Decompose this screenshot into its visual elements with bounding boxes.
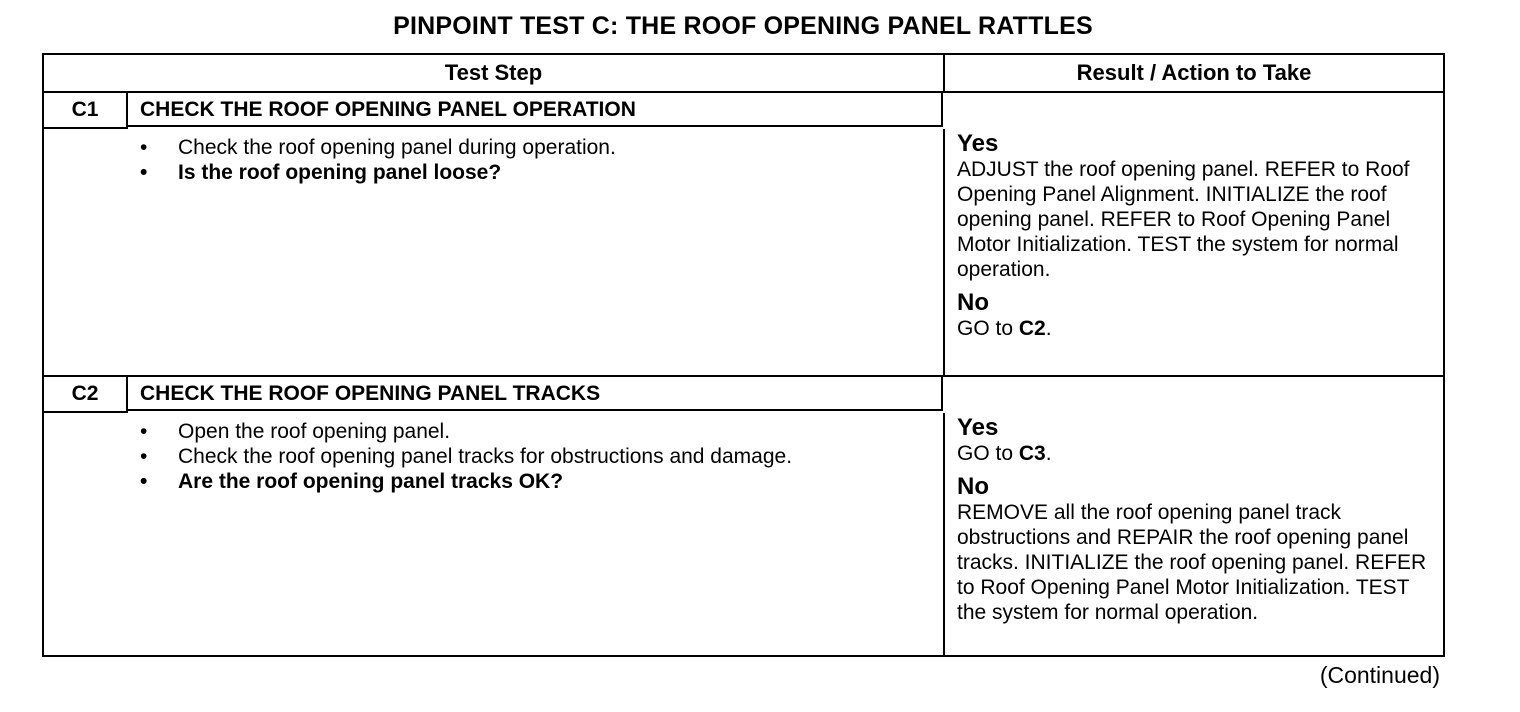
list-item: • Check the roof opening panel tracks for obstructions and damage. [140,445,793,468]
header-result-action: Result / Action to Take [1076,60,1312,85]
step-id: C1 [44,93,128,129]
list-item: • Open the roof opening panel. [140,420,451,443]
step-body [44,129,945,375]
bullet-icon: • [140,161,148,184]
no-action-text: GO to C2. [957,317,1052,340]
list-item: • Check the roof opening panel during operation. [140,136,616,159]
continued-note: (Continued) [1319,662,1440,688]
step-reference: C2 [1018,317,1046,340]
result-cell [957,131,1439,341]
yes-action-text: ADJUST the roof opening panel. REFER to Roof Opening Panel Alignment. INITIALIZE the roof opening panel. REFER to Roof Opening Panel Motor Initialization. TEST the system for normal operation. [957,158,1410,281]
list-item: • Are the roof opening panel tracks OK? [140,470,564,493]
pinpoint-test-table [42,53,1445,657]
step-bullet-list [140,135,830,185]
bullet-icon: • [140,445,148,468]
step-c2 [44,377,1443,655]
step-title: CHECK THE ROOF OPENING PANEL TRACKS [128,377,943,411]
step-body [44,413,945,655]
step-id: C2 [44,377,128,413]
list-item: • Is the roof opening panel loose? [140,161,502,184]
page-title: PINPOINT TEST C: THE ROOF OPENING PANEL RATTLES [393,12,1093,40]
yes-action-text: GO to C3. [957,442,1052,465]
bullet-icon: • [140,420,148,443]
no-label: No [957,473,989,500]
step-bullet-list [140,419,830,494]
result-cell [957,415,1439,625]
step-reference: C3 [1018,442,1046,465]
bullet-icon: • [140,136,148,159]
yes-label: Yes [957,130,999,157]
step-c1 [44,93,1443,377]
header-test-step: Test Step [44,55,945,91]
no-action-text: REMOVE all the roof opening panel track obstructions and REPAIR the roof opening panel tracks. INITIALIZE the roof opening panel. REFER to Roof Opening Panel Motor Initialization. TEST the system for normal operation. [957,501,1427,624]
bullet-icon: • [140,470,148,493]
no-label: No [957,289,989,316]
table-header-row [44,55,1443,93]
step-title: CHECK THE ROOF OPENING PANEL OPERATION [128,93,943,127]
yes-label: Yes [957,414,999,441]
